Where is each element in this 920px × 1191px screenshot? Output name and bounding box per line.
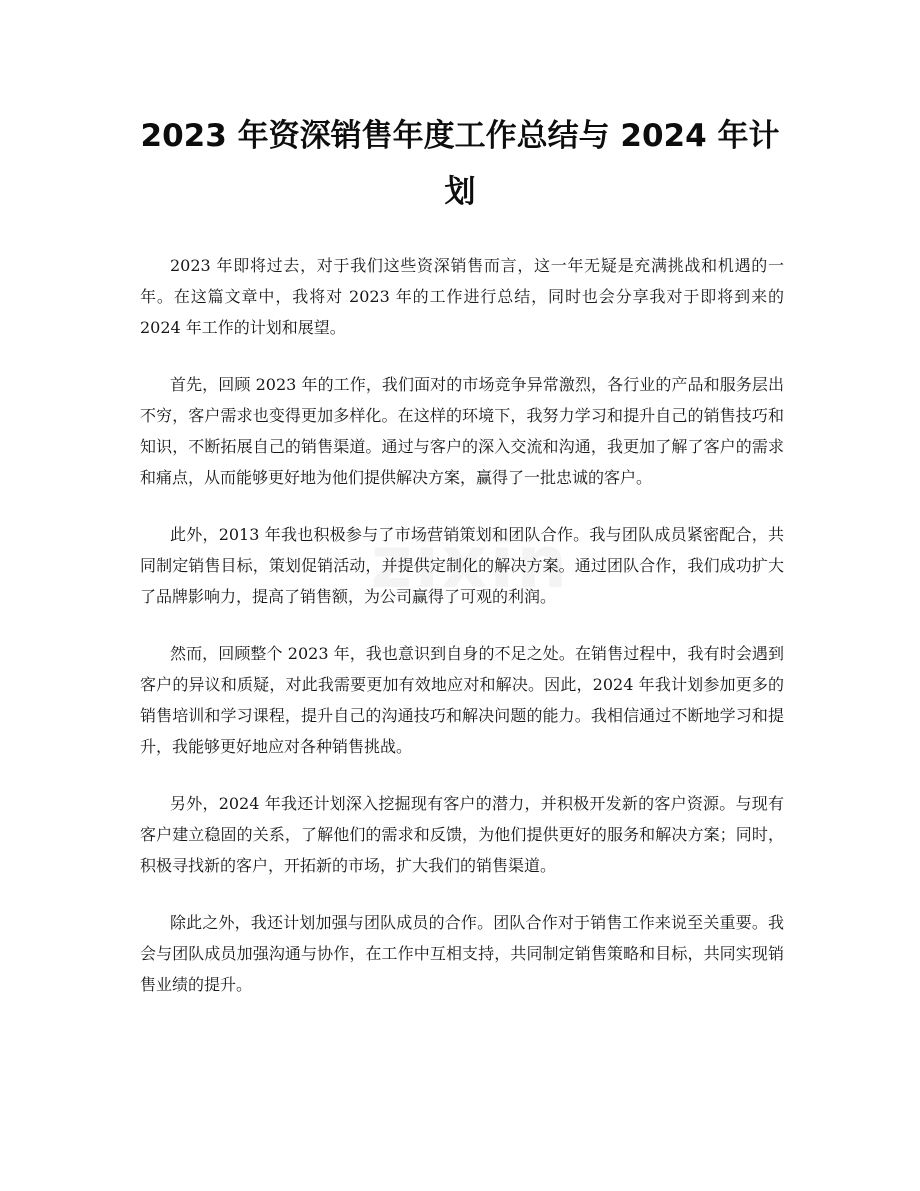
paragraph-team-plan: 除此之外，我还计划加强与团队成员的合作。团队合作对于销售工作来说至关重要。我会与团队成员加强沟通与协作，在工作中互相支持，共同制定销售策略和目标，共同实现销售业绩的提升。 (140, 913, 784, 994)
document-title: 2023 年资深销售年度工作总结与 2024 年计划 (140, 118, 780, 210)
document-body (140, 250, 784, 1026)
paragraph-review-2023: 首先，回顾 2023 年的工作，我们面对的市场竞争异常激烈，各行业的产品和服务层出不穷，客户需求也变得更加多样化。在这样的环境下，我努力学习和提升自己的销售技巧和知识，不断拓展自己的销售渠道。通过与客户的深入交流和沟通，我更加了解了客户的需求和痛点，从而能够更好地为他们提供解决方案，赢得了一批忠诚的客户。 (140, 375, 784, 487)
paragraph-shortcomings: 然而，回顾整个 2023 年，我也意识到自身的不足之处。在销售过程中，我有时会遇到客户的异议和质疑，对此我需要更加有效地应对和解决。因此，2024 年我计划参加更多的销售培训和学习课程，提升自己的沟通技巧和解决问题的能力。我相信通过不断地学习和提升，我能够更好地应对各种销售挑战。 (140, 644, 784, 756)
paragraph-intro: 2023 年即将过去，对于我们这些资深销售而言，这一年无疑是充满挑战和机遇的一年。在这篇文章中，我将对 2023 年的工作进行总结，同时也会分享我对于即将到来的 2024 年工作的计划和展望。 (140, 256, 784, 337)
paragraph-customer-plan: 另外，2024 年我还计划深入挖掘现有客户的潜力，并积极开发新的客户资源。与现有客户建立稳固的关系，了解他们的需求和反馈，为他们提供更好的服务和解决方案；同时，积极寻找新的客户，开拓新的市场，扩大我们的销售渠道。 (140, 794, 784, 875)
paragraph-teamwork-marketing: 此外，2013 年我也积极参与了市场营销策划和团队合作。我与团队成员紧密配合，共同制定销售目标，策划促销活动，并提供定制化的解决方案。通过团队合作，我们成功扩大了品牌影响力，提高了销售额，为公司赢得了可观的利润。 (140, 525, 784, 606)
